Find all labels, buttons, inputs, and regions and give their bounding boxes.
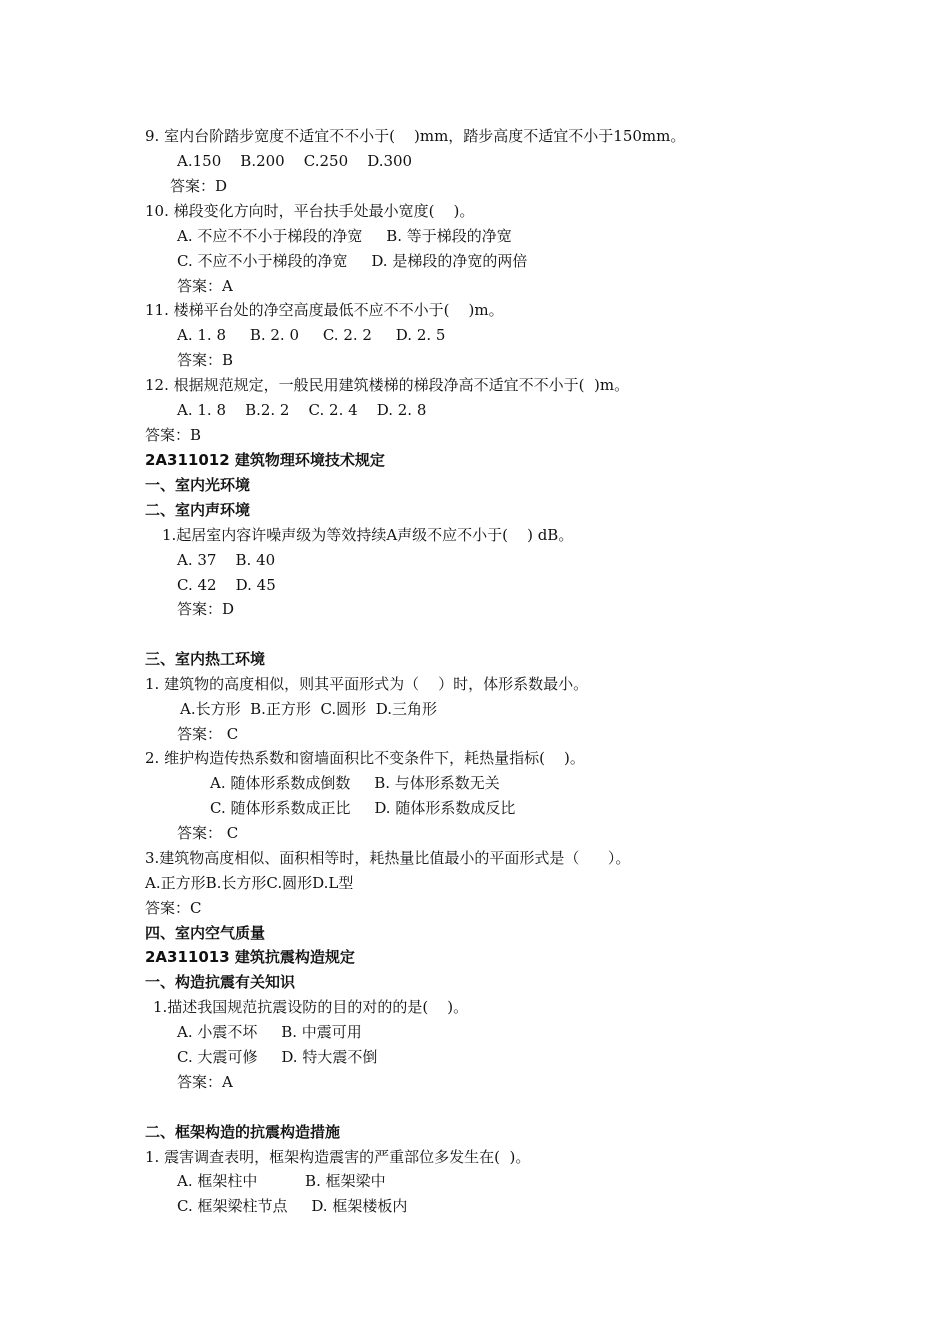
options-thermal-2-cd: C. 随体形系数成正比 D. 随体形系数成反比 [210, 799, 516, 817]
options-thermal-1: A.长方形 B.正方形 C.圆形 D.三角形 [180, 700, 437, 718]
question-9: 9. 室内台阶踏步宽度不适宜不不小于( )mm，踏步高度不适宜不小于150mm。 [145, 127, 686, 145]
question-thermal-1: 1. 建筑物的高度相似，则其平面形式为（ ）时，体形系数最小。 [145, 675, 589, 693]
options-9: A.150 B.200 C.250 D.300 [177, 152, 413, 170]
answer-11: 答案：B [177, 351, 234, 369]
subsection-thermal: 三、室内热工环境 [145, 650, 266, 668]
options-seismic-1-cd: C. 大震可修 D. 特大震不倒 [177, 1048, 378, 1066]
options-thermal-3: A.正方形B.长方形C.圆形D.L型 [145, 874, 354, 892]
question-thermal-3: 3.建筑物高度相似、面积相等时，耗热量比值最小的平面形式是（ ）。 [145, 849, 631, 867]
options-10-ab: A. 不应不不小于梯段的净宽 B. 等于梯段的净宽 [177, 227, 512, 245]
question-frame-1: 1. 震害调查表明，框架构造震害的严重部位多发生在( )。 [145, 1148, 531, 1166]
subsection-frame-measures: 二、框架构造的抗震构造措施 [145, 1123, 341, 1141]
options-sound-cd: C. 42 D. 45 [177, 576, 276, 594]
subsection-light: 一、室内光环境 [145, 476, 251, 494]
options-frame-1-cd: C. 框架梁柱节点 D. 框架楼板内 [177, 1197, 408, 1215]
answer-10: 答案：A [177, 277, 233, 295]
answer-12: 答案：B [145, 426, 202, 444]
options-sound-ab: A. 37 B. 40 [177, 551, 276, 569]
subsection-air-quality: 四、室内空气质量 [145, 924, 266, 942]
options-11: A. 1. 8 B. 2. 0 C. 2. 2 D. 2. 5 [177, 326, 446, 344]
answer-seismic-1: 答案：A [177, 1073, 233, 1091]
options-seismic-1-ab: A. 小震不坏 B. 中震可用 [177, 1023, 362, 1041]
subsection-sound: 二、室内声环境 [145, 501, 251, 519]
question-thermal-2: 2. 维护构造传热系数和窗墙面积比不变条件下，耗热量指标( )。 [145, 749, 585, 767]
answer-thermal-1: 答案： C [177, 725, 239, 743]
answer-thermal-2: 答案： C [177, 824, 239, 842]
subsection-seismic-knowledge: 一、构造抗震有关知识 [145, 973, 296, 991]
answer-thermal-3: 答案：C [145, 899, 202, 917]
options-frame-1-ab: A. 框架柱中 B. 框架梁中 [177, 1172, 386, 1190]
question-11: 11. 楼梯平台处的净空高度最低不应不不小于( )m。 [145, 301, 504, 319]
options-thermal-2-ab: A. 随体形系数成倒数 B. 与体形系数无关 [210, 774, 500, 792]
options-12: A. 1. 8 B.2. 2 C. 2. 4 D. 2. 8 [177, 401, 427, 419]
answer-sound-1: 答案：D [177, 600, 235, 618]
options-10-cd: C. 不应不小于梯段的净宽 D. 是梯段的净宽的两倍 [177, 252, 528, 270]
question-seismic-1: 1.描述我国规范抗震设防的目的对的的是( )。 [153, 998, 469, 1016]
section-heading-2a311013: 2A311013 建筑抗震构造规定 [145, 948, 355, 966]
question-sound-1: 1.起居室内容许噪声级为等效持续A声级不应不小于( ) dB。 [162, 526, 574, 544]
question-10: 10. 梯段变化方向时，平台扶手处最小宽度( )。 [145, 202, 475, 220]
answer-9: 答案：D [170, 177, 228, 195]
section-heading-2a311012: 2A311012 建筑物理环境技术规定 [145, 451, 385, 469]
question-12: 12. 根据规范规定，一般民用建筑楼梯的梯段净高不适宜不不小于( )m。 [145, 376, 630, 394]
